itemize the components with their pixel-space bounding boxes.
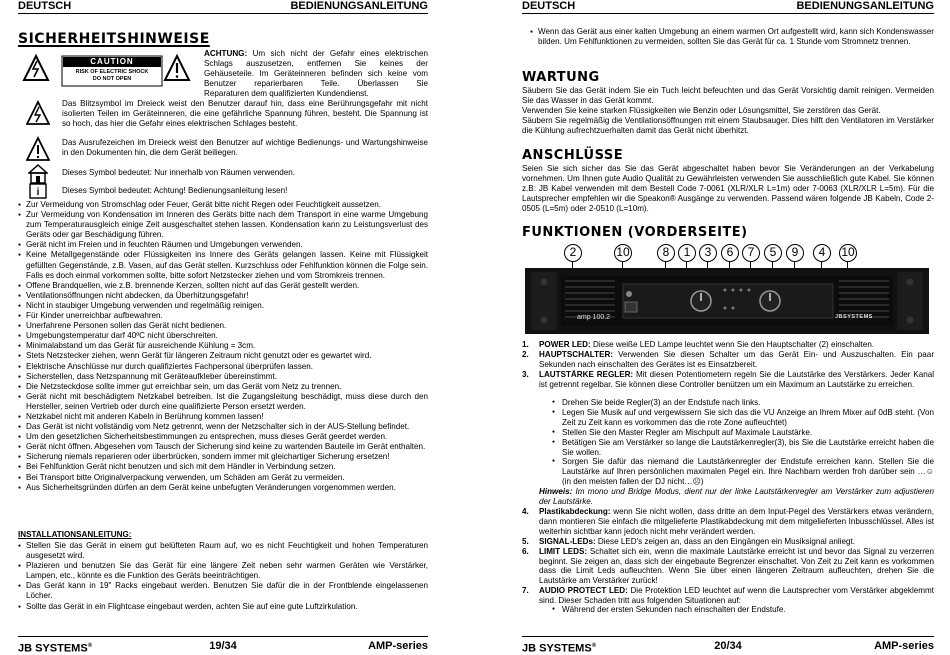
caution-line2: DO NOT OPEN (92, 76, 132, 82)
caution-line1: RISK OF ELECTRIC SHOCK (75, 69, 149, 75)
list-item: ● Aus Sicherheitsgründen dürfen an dem Gerät keine unbefugten Veränderungen vorgenommen werden. (18, 483, 428, 493)
item-label: HAUPTSCHALTER: (539, 349, 614, 359)
list-item (522, 350, 934, 370)
achtung-line: Reparaturen dem qualifizierten Kundendienst. (204, 88, 369, 98)
callout-number: 5 (764, 244, 782, 262)
list-item: ● Stellen Sie den Master Regler am Mischpult auf Maximale Lautstärke. (552, 428, 934, 438)
achtung-line: Gehäuseteile. Im Geräteinneren befinden sich keine vom (204, 68, 428, 78)
lightning-warning-icon (26, 100, 50, 133)
item-text: Verwenden Sie diesen Schalter um das Gerät Ein- und Auszuschalten. Ein paar Sekunden nach einschalten des Gerätes ist es Einsatzbereit. (539, 349, 935, 369)
maintenance-text (522, 86, 934, 136)
list-item: ● Stellen Sie das Gerät in einem gut belüfteten Raum auf, wo es nicht Feuchtigkeit und hohen Temperaturen ausgesetzt wird. (18, 541, 428, 561)
connections-text: Seien Sie sich sicher das Sie das Gerät abgeschaltet haben bevor Sie Veränderungen an der Verkabelung vornehmen. Um Ihnen gute Audio Qualität zu Gewährleisten verwenden Sie ausschließlich gute Kabel. Sie können z.B: JB Kabel verwenden mit dem Bestell Code 7-0061 (XLR/XLR L=1m) oder 7-0063 (XLR/XLR L=5m). Für die Lautsprecher empfehlen wir die Speakon® Ausgänge zu verwenden. Passend wären folgende JB Kabeln, Code 2-0505 (L=5m) oder 2-0510 (L=10m). (522, 164, 934, 213)
section-title-maintenance: WARTUNG (522, 70, 600, 85)
svg-text:i: i (36, 187, 40, 198)
achtung-line: Um sich nicht der Gefahr eines elektrischen (252, 49, 428, 58)
page-footer (522, 636, 934, 655)
callout-number: 10 (614, 244, 632, 262)
item-text: Diese LED's zeigen an, dass an den Eingängen ein Musiksignal anliegt. (597, 536, 856, 546)
maintenance-paragraph: Verwenden Sie keine starken Flüssigkeiten wie Benzin oder Lösungsmittel, Sie zerstören das Gerät. (522, 105, 881, 115)
list-item (522, 586, 934, 606)
item-number: 7. (522, 586, 529, 596)
list-item (522, 340, 934, 350)
callout-number: 1 (678, 244, 696, 262)
item-text: wenn Sie nicht wollen, dass dritte an dem Input-Pegel des Verstärkers etwas verändern, dann montieren Sie einfach die mitgelieferte Plastikabdeckung mit dem mitgelieferten Inbusschlüssel. Alles ist weiterhin sichtbar kann jedoch nicht mehr verändert werden. (539, 507, 934, 536)
list-item: ● Umgebungstemperatur darf 40ºC nicht überschreiten. (18, 331, 428, 341)
item-number: 5. (522, 536, 529, 546)
list-item: ● Zur Vermeidung von Stromschlag oder Feuer, Gerät bitte nicht Regen oder Feuchtigkeit aussetzen. (18, 200, 428, 210)
header-title: BEDIENUNGSANLEITUNG (290, 0, 428, 12)
item-label: SIGNAL-LEDs: (539, 536, 596, 546)
hinweis-note (539, 487, 934, 507)
list-item: ● Sicherung niemals reparieren oder überbrücken, sondern immer mit gleichartiger Sicherung ersetzen! (18, 452, 428, 462)
achtung-line: Schlags auszusetzen, entfernen Sie keines der (204, 58, 428, 68)
list-item: ● Bei Fehlfunktion Gerät nicht benutzen und sich mit dem Händler in Verbindung setzen. (18, 462, 428, 472)
brand-label: JBSYSTEMS (835, 314, 873, 320)
top-list (530, 27, 934, 47)
callout-number: 7 (742, 244, 760, 262)
hinweis-text: Im mono und Bridge Modus, dient nur der linke Lautstärkenregler am Verstärker zum adjustieren der Lautstärke. (539, 487, 935, 506)
page-footer (18, 636, 428, 655)
list-item: ● Das Gerät kann in 19" Racks eingebaut werden. Benutzen Sie dafür die in der Frontblende eingelassenen Löcher. (18, 581, 428, 601)
functions-list (522, 340, 934, 390)
list-item: ● Drehen Sie beide Regler(3) an der Endstufe nach links. (552, 398, 934, 408)
callout-number: 8 (657, 244, 675, 262)
list-item: ● Sollte das Gerät in ein Flightcase eingebaut werden, achten Sie auf eine gute Luftzirkulation. (18, 602, 428, 612)
achtung-line: Benutzer reparierbaren Teile. Überlassen Sie (204, 78, 428, 88)
page-number: 19/34 (209, 640, 237, 652)
left-page (18, 0, 428, 654)
install-list (18, 541, 428, 612)
footer-reg-mark: ® (87, 643, 93, 649)
page-header (522, 0, 934, 14)
list-item (522, 537, 934, 547)
callout-number: 3 (699, 244, 717, 262)
volume-steps-list (522, 398, 934, 487)
achtung-label: ACHTUNG: (204, 49, 248, 58)
maintenance-paragraph: Säubern Sie regelmäßig die Ventilationsöffnungen mit einem Staubsauger. Dies hilft den Ventilatoren im Verstärker die Kühlung aufrechtzuerhalten damit das Gerät nicht überhitzt. (522, 115, 934, 135)
list-item: ● Das Gerät ist nicht vollständig vom Netz getrennt, wenn der Netzschalter sich in der AUS-Stellung befindet. (18, 422, 428, 432)
list-item: ● Gerät nicht mit beschädigtem Netzkabel betreiben. Ist die Zugangsleitung beschädigt, muss diese durch den Hersteller, seinen Vertrieb oder durch eine qualifizierte Person ersetzt werden. (18, 392, 428, 412)
footer-brand-text: JB SYSTEMS (522, 642, 592, 655)
indoor-text: Dieses Symbol bedeutet: Nur innerhalb von Räumen verwenden. (62, 168, 296, 177)
list-item: ● Elektrische Anschlüsse nur durch qualifiziertes Fachpersonal überprüfen lassen. (18, 362, 428, 372)
item-number: 4. (522, 507, 529, 516)
amplifier-graphic (525, 268, 929, 334)
callout-number: 2 (564, 244, 582, 262)
hinweis-label: Hinweis: (539, 487, 573, 496)
callout-number: 10 (839, 244, 857, 262)
list-item: ● Gerät nicht öffnen. Abgesehen vom Tausch der Sicherung sind keine zu wartenden Bauteile im Gerät enthalten. (18, 442, 428, 452)
list-item (522, 370, 934, 390)
list-item: ● Um den gesetzlichen Sicherheitsbestimmungen zu entsprechen, muss dieses Gerät geerdet werden. (18, 432, 428, 442)
section-title-safety: SICHERHEITSHINWEISE (18, 31, 210, 47)
list-item: ● Betätigen Sie am Verstärker so lange die Lautstärkenregler(3), bis Sie die Lautstärke erreicht haben die Sie wollen. (552, 438, 934, 458)
manual-text: Dieses Symbol bedeutet: Achtung! Bedienungsanleitung lesen! (62, 186, 288, 195)
list-item: ● Während der ersten Sekunden nach einschalten der Endstufe. (552, 605, 934, 615)
callout-row (522, 244, 934, 264)
footer-series: AMP-series (368, 640, 428, 652)
list-item: ● Zur Vermeidung von Kondensation im Inneren des Geräts bitte nach dem Transport in eine warme Umgebung zum Temperaturausgleich einige Zeit ausgeschaltet stehen lassen. Kondensation kann zu Leistungsverlust des Geräts oder gar Beschädigung führen. (18, 210, 428, 240)
list-item: ● Plazieren und benutzen Sie das Gerät für eine längere Zeit neben sehr warmen Geräten wie Verstärker, Lampen, etc., könnte es die Funktion des Geräts beeinträchtigen. (18, 561, 428, 581)
item-number: 1. (522, 340, 529, 349)
list-item: ● Nicht in staubiger Umgebung verwenden und regelmäßig reinigen. (18, 301, 428, 311)
item-text: Mit diesen Potentiometern regeln Sie die Lautstärke des Verstärkers. Jeder Kanal ist getrennt regelbar. Sie können diese Controller benützen um ein Maximum an Lautstärke zu erreichen. (539, 369, 935, 389)
list-item: ● Offene Brandquellen, wie z.B. brennende Kerzen, sollten nicht auf das Gerät gestellt werden. (18, 281, 428, 291)
page-number: 20/34 (714, 640, 742, 652)
list-item: ● Wenn das Gerät aus einer kalten Umgebung an einem warmen Ort aufgestellt wird, kann sich Kondenswasser bilden. Um Fehlfunktionen zu vermeiden, sollten Sie das Gerät für ca. 1 Stunde vom Stromnetz trennen. (530, 27, 934, 47)
amplifier-front-panel (525, 268, 929, 334)
list-item: ● Legen Sie Musik auf und vergewissern Sie sich das die VU Anzeige an Ihrem Mixer auf 0dB steht. (Von Zeit zu Zeit kann es vorkommen das die rote Zone aufleuchtet) (552, 408, 934, 428)
item-number: 3. (522, 369, 529, 379)
callout-number: 9 (786, 244, 804, 262)
header-title: BEDIENUNGSANLEITUNG (796, 0, 934, 12)
maintenance-paragraph: Säubern Sie das Gerät indem Sie ein Tuch leicht befeuchten und das Gerät Vorsichtig damit reinigen. Vermeiden Sie das Wasser in das Gerät kommt. (522, 86, 934, 105)
list-item: ● Keine Metallgegenstände oder Flüssigkeiten ins Innere des Geräts gelangen lassen. Keine mit Flüssigkeit gefüllten Gegenstände, z.B. Vasen, auf das Gerät stellen. Kurzschluss oder Fehlfunktion können die Folge sein. Falls es doch einmal vorkommen sollte, bitte sofort Netzstecker ziehen und vom Stromkreis trennen. (18, 250, 428, 280)
item-label: POWER LED: (539, 340, 591, 349)
header-language: DEUTSCH (522, 0, 576, 12)
caution-label (18, 52, 198, 94)
item-number: 2. (522, 349, 529, 359)
footer-brand-text: JB SYSTEMS (18, 642, 88, 655)
achtung-paragraph (204, 49, 428, 99)
item-label: LIMIT LEDS: (539, 546, 588, 556)
exclamation-text: Das Ausrufezeichen im Dreieck weist den Benutzer auf wichtige Bedienungs- und Wartungshinweise in den Dokumenten hin, die dem Gerät beiliegen. (62, 138, 428, 157)
section-title-functions: FUNKTIONEN (VORDERSEITE) (522, 225, 748, 240)
list-item (522, 547, 934, 587)
callout-number: 4 (813, 244, 831, 262)
install-title: INSTALLATIONSANLEITUNG: (18, 530, 132, 539)
item-label: AUDIO PROTECT LED: (539, 586, 628, 596)
list-item: ● Für Kinder unerreichbar aufbewahren. (18, 311, 428, 321)
lightning-text: Das Blitzsymbol im Dreieck weist den Benutzer darauf hin, dass eine Berührungsgefahr mit nicht isolierten Teilen im Geräteinneren, die eine gefährliche Spannung führen, besteht. Die Spannung ist so hoch, das hier die Gefahr eines elektrischen Schlages besteht. (62, 99, 428, 128)
list-item: ● Netzkabel nicht mit anderen Kabeln in Berührung kommen lassen! (18, 412, 428, 422)
caution-head: CAUTION (90, 57, 134, 66)
item-text: Diese weiße LED Lampe leuchtet wenn Sie den Hauptschalter (2) einschalten. (592, 340, 875, 349)
item-label: Plastikabdeckung: (539, 507, 611, 516)
model-label: amp 100.2 (577, 314, 611, 321)
safety-list (18, 200, 428, 493)
list-item: ● Ventilationsöffnungen nicht abdecken, da Überhitzungsgefahr! (18, 291, 428, 301)
list-item: ● Unerfahrene Personen sollen das Gerät nicht bedienen. (18, 321, 428, 331)
right-page (522, 0, 934, 654)
callout-number: 6 (721, 244, 739, 262)
footer-series: AMP-series (874, 640, 934, 652)
section-title-connections: ANSCHLÜSSE (522, 148, 624, 163)
list-item: ● Die Netzsteckdose sollte immer gut erreichbar sein, um das Gerät vom Netz zu trennen. (18, 382, 428, 392)
list-item: ● Stets Netzstecker ziehen, wenn Gerät für längeren Zeitraum nicht genutzt oder es gewartet wird. (18, 351, 428, 361)
protect-list (522, 605, 934, 615)
list-item: ● Bei Transport bitte Originalverpackung verwenden, um Schäden am Gerät zu vermeiden. (18, 473, 428, 483)
header-language: DEUTSCH (18, 0, 72, 12)
footer-reg-mark: ® (591, 643, 597, 649)
item-text: Die Protektion LED leuchtet auf wenn die Lautsprecher vom Verstärker abgeklemmt sind. Dieser Schaden tritt aus folgenden Situationen auf: (539, 586, 934, 606)
list-item: ● Sicherstellen, dass Netzspannung mit Geräteaufkleber übereinstimmt. (18, 372, 428, 382)
item-label: LAUTSTÄRKE REGLER: (539, 369, 634, 379)
page-header (18, 0, 428, 14)
list-item: ● Sorgen Sie dafür das niemand die Lautstärkenregler der Endstufe erreichen kann. Stellen Sie die Lautstärke auf Ihren persönlichen maximalen Pegel ein. Ihre Nachbarn werden froh darüber sein …☺ (in den meisten fallen der DJ nicht…☹) (552, 457, 934, 487)
list-item: ● Gerät nicht im Freien und in feuchten Räumen und Umgebungen verwenden. (18, 240, 428, 250)
list-item: ● Minimalabstand um das Gerät für ausreichende Kühlung = 3cm. (18, 341, 428, 351)
list-item (522, 507, 934, 537)
functions-list-continued (522, 507, 934, 606)
item-text: Schaltet sich ein, wenn die maximale Lautstärke erreicht ist und bevor das Signal zu verzerren beginnt. Sie zeigen an, dass sich der eingebaute Begrenzer einschaltet. Von Zeit zu Zeit kann es vorkommen dass die Limit Leds aufleuchten. Wenn Sie über einen längeren Zeitraum aufleuchten, drehen Sie die Lautstärke am Verstärker zurück! (539, 546, 934, 586)
item-number: 6. (522, 546, 529, 556)
